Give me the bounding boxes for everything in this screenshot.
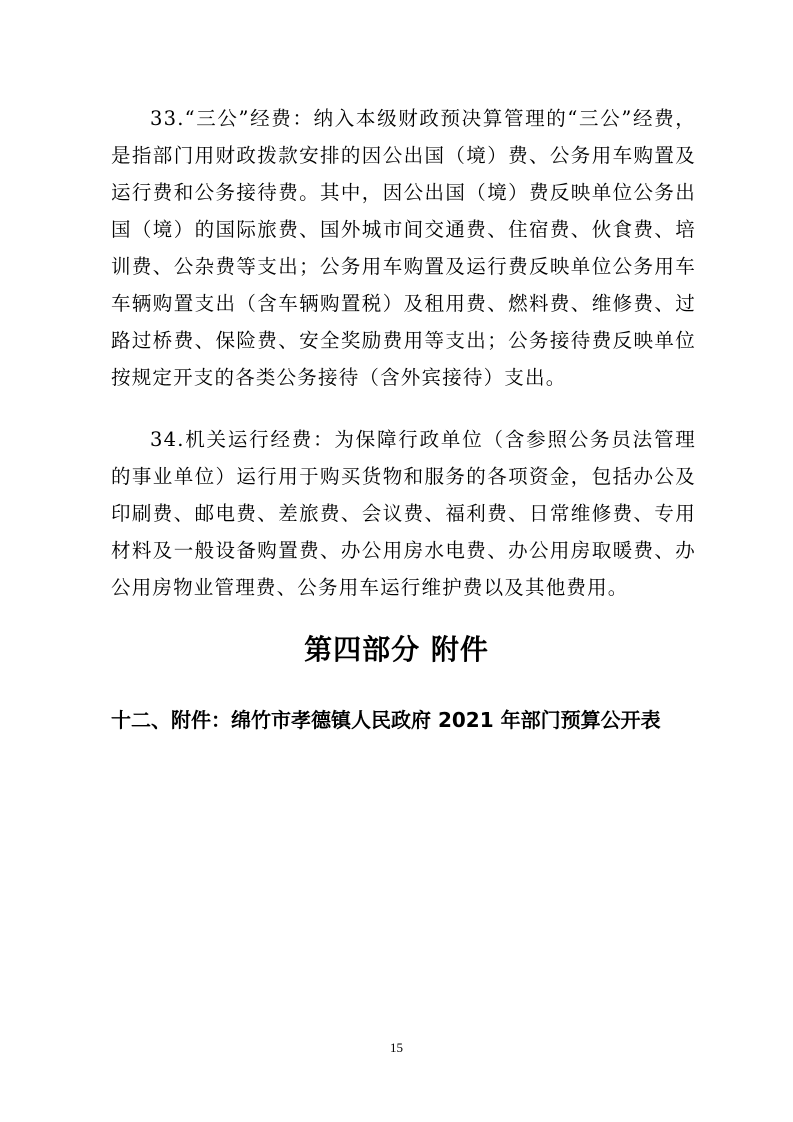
section-title: 第四部分 附件 xyxy=(304,633,489,666)
paragraph-34: 34.机关运行经费：为保障行政单位（含参照公务员法管理的事业单位）运行用于购买货物和服务的各项资金，包括办公及印刷费、邮电费、差旅费、会议费、福利费、日常维修费、专用材料及一般设备购置费、办公用房水电费、办公用房取暖费、办公用房物业管理费、公务用车运行维护费以及其他费用。 xyxy=(111,428,696,599)
paragraph-33: 33.“三公”经费：纳入本级财政预决算管理的“三公”经费，是指部门用财政拨款安排的因公出国（境）费、公务用车购置及运行费和公务接待费。其中，因公出国（境）费反映单位公务出国（境）的国际旅费、国外城市间交通费、住宿费、伙食费、培训费、公杂费等支出；公务用车购置及运行费反映单位公务用车车辆购置支出（含车辆购置税）及租用费、燃料费、维修费、过路过桥费、保险费、安全奖励费用等支出；公务接待费反映单位按规定开支的各类公务接待（含外宾接待）支出。 xyxy=(111,107,696,389)
page-number: 15 xyxy=(390,1040,403,1055)
attachment-heading: 十二、附件：绵竹市孝德镇人民政府 2021 年部门预算公开表 xyxy=(111,708,661,732)
